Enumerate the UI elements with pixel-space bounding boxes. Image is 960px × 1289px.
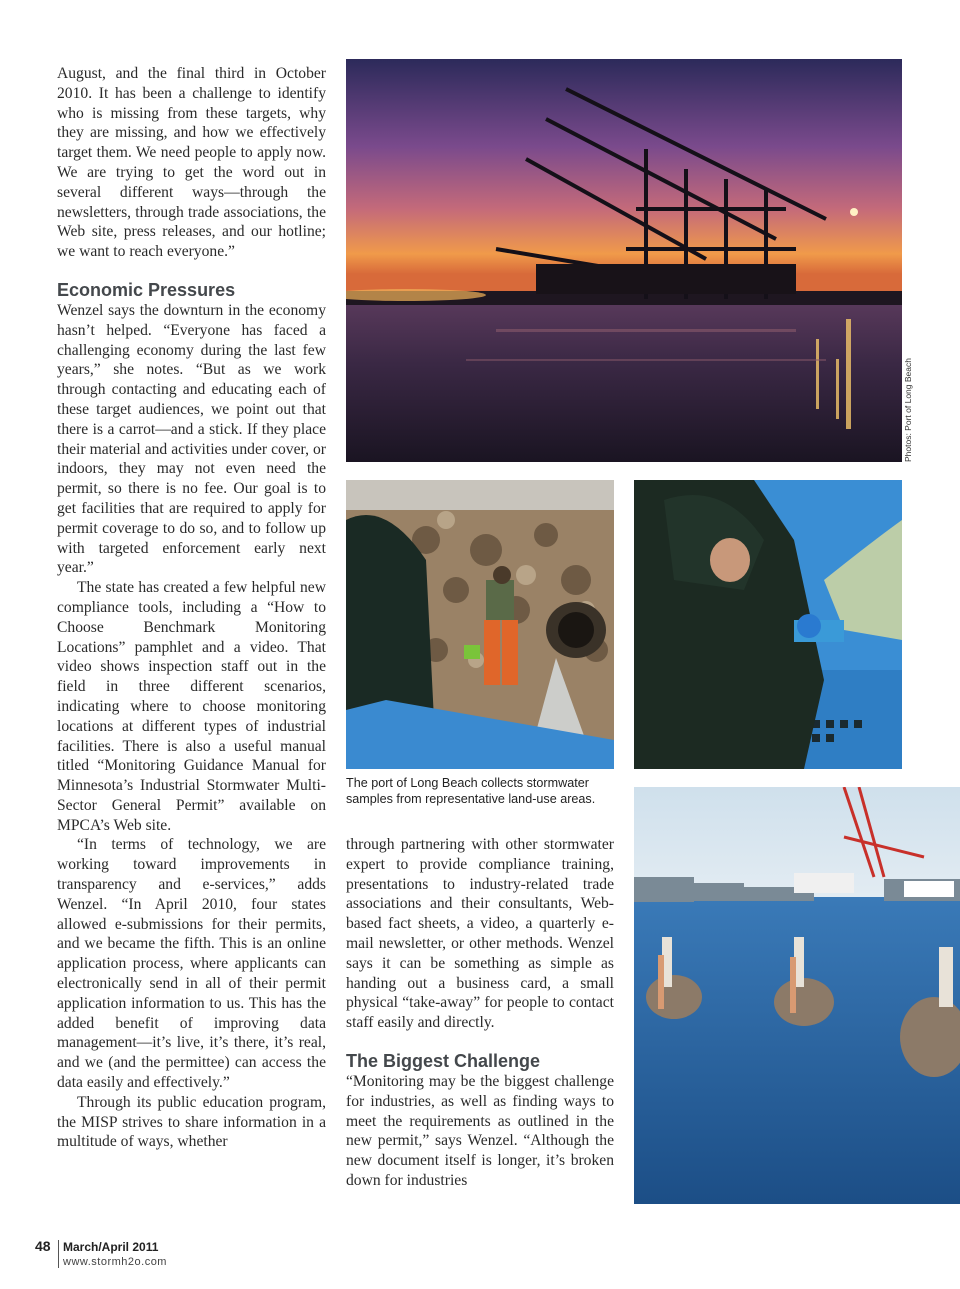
photo-credit: Photos: Port of Long Beach xyxy=(903,358,913,462)
article-paragraph: Through its public education program, the MISP strives to share information in a multitude of ways, whether xyxy=(57,1093,326,1151)
sample-bag-pour-photo xyxy=(634,480,902,769)
article-paragraph: “In terms of technology, we are working toward improvements in transparency and e-services,” adds Wenzel. “In April 2010, four states allowed e-submissions for their permits, and we became the fifth. This is an online application process, where applicants can electronically send in all of their permit application information to us. This has the added benefit of improving data management—it’s live, it’s there, it’s real, and we (and the permittee) can access the data easily and effectively.” xyxy=(57,836,326,1092)
article-paragraph: through partnering with other stormwater expert to provide compliance training, presentations to industry-related trade associations and their consultants, Web-based fact sheets, a video, a quarterly e-mail newsletter, or other methods. Wenzel says it can be something as simple as handing out a business card, a small physical “take-away” for people to contact staff easily and directly. xyxy=(346,836,614,1032)
article-paragraph: Wenzel says the downturn in the economy hasn’t helped. “Everyone has faced a challenging economy during the last few years,” she notes. “But as we work through contacting and educating each of these target audiences, we point out that there is a carrot—and a stick. If they place their material and activities under cover, or indoors, they may not even need the permit, so there is no fee. Our goal is to get facilities that are required to apply for permit coverage to do so, and to follow up with targeted enforcement early next year.” xyxy=(57,301,326,577)
photo-caption: The port of Long Beach collects stormwater samples from representative land-use areas. xyxy=(346,776,596,806)
port-cranes-sunset-photo xyxy=(346,59,902,462)
page-number: 48 xyxy=(35,1238,51,1254)
article-column-left xyxy=(57,64,326,1152)
issue-date: March/April 2011 xyxy=(63,1240,159,1254)
pelicans-harbor-photo xyxy=(634,787,960,1204)
website-url: www.stormh2o.com xyxy=(63,1256,167,1268)
article-paragraph: August, and the final third in October 2010. It has been a challenge to identify who is missing from these targets, why they are missing, and how we effectively target them. We need people to apply now. We are trying to get the word out in several different ways—through the newsletters, through trade associations, the Web site, press releases, and our hotline; we want to reach everyone.” xyxy=(57,65,326,261)
stormwater-outfall-sampling-photo xyxy=(346,480,614,769)
article-paragraph: “Monitoring may be the biggest challenge for industries, as well as finding ways to meet the requirements as outlined in the new permit,” says Wenzel. “Although the new document itself is longer, it’s broken down for industries xyxy=(346,1072,614,1189)
article-paragraph: The state has created a few helpful new compliance tools, including a “How to Choose Benchmark Monitoring Locations” pamphlet and a video. That video shows inspection staff out in the field in three different scenarios, indicating where to choose monitoring locations at different types of industrial facilities. There is also a useful manual titled “Monitoring Guidance Manual for Minnesota’s Industrial Stormwater Multi-Sector General Permit” available on MPCA’s Web site. xyxy=(57,579,326,834)
footer-divider xyxy=(58,1240,59,1268)
section-heading: Economic Pressures xyxy=(57,279,236,300)
article-column-right xyxy=(346,835,614,1191)
section-heading: The Biggest Challenge xyxy=(346,1050,541,1071)
